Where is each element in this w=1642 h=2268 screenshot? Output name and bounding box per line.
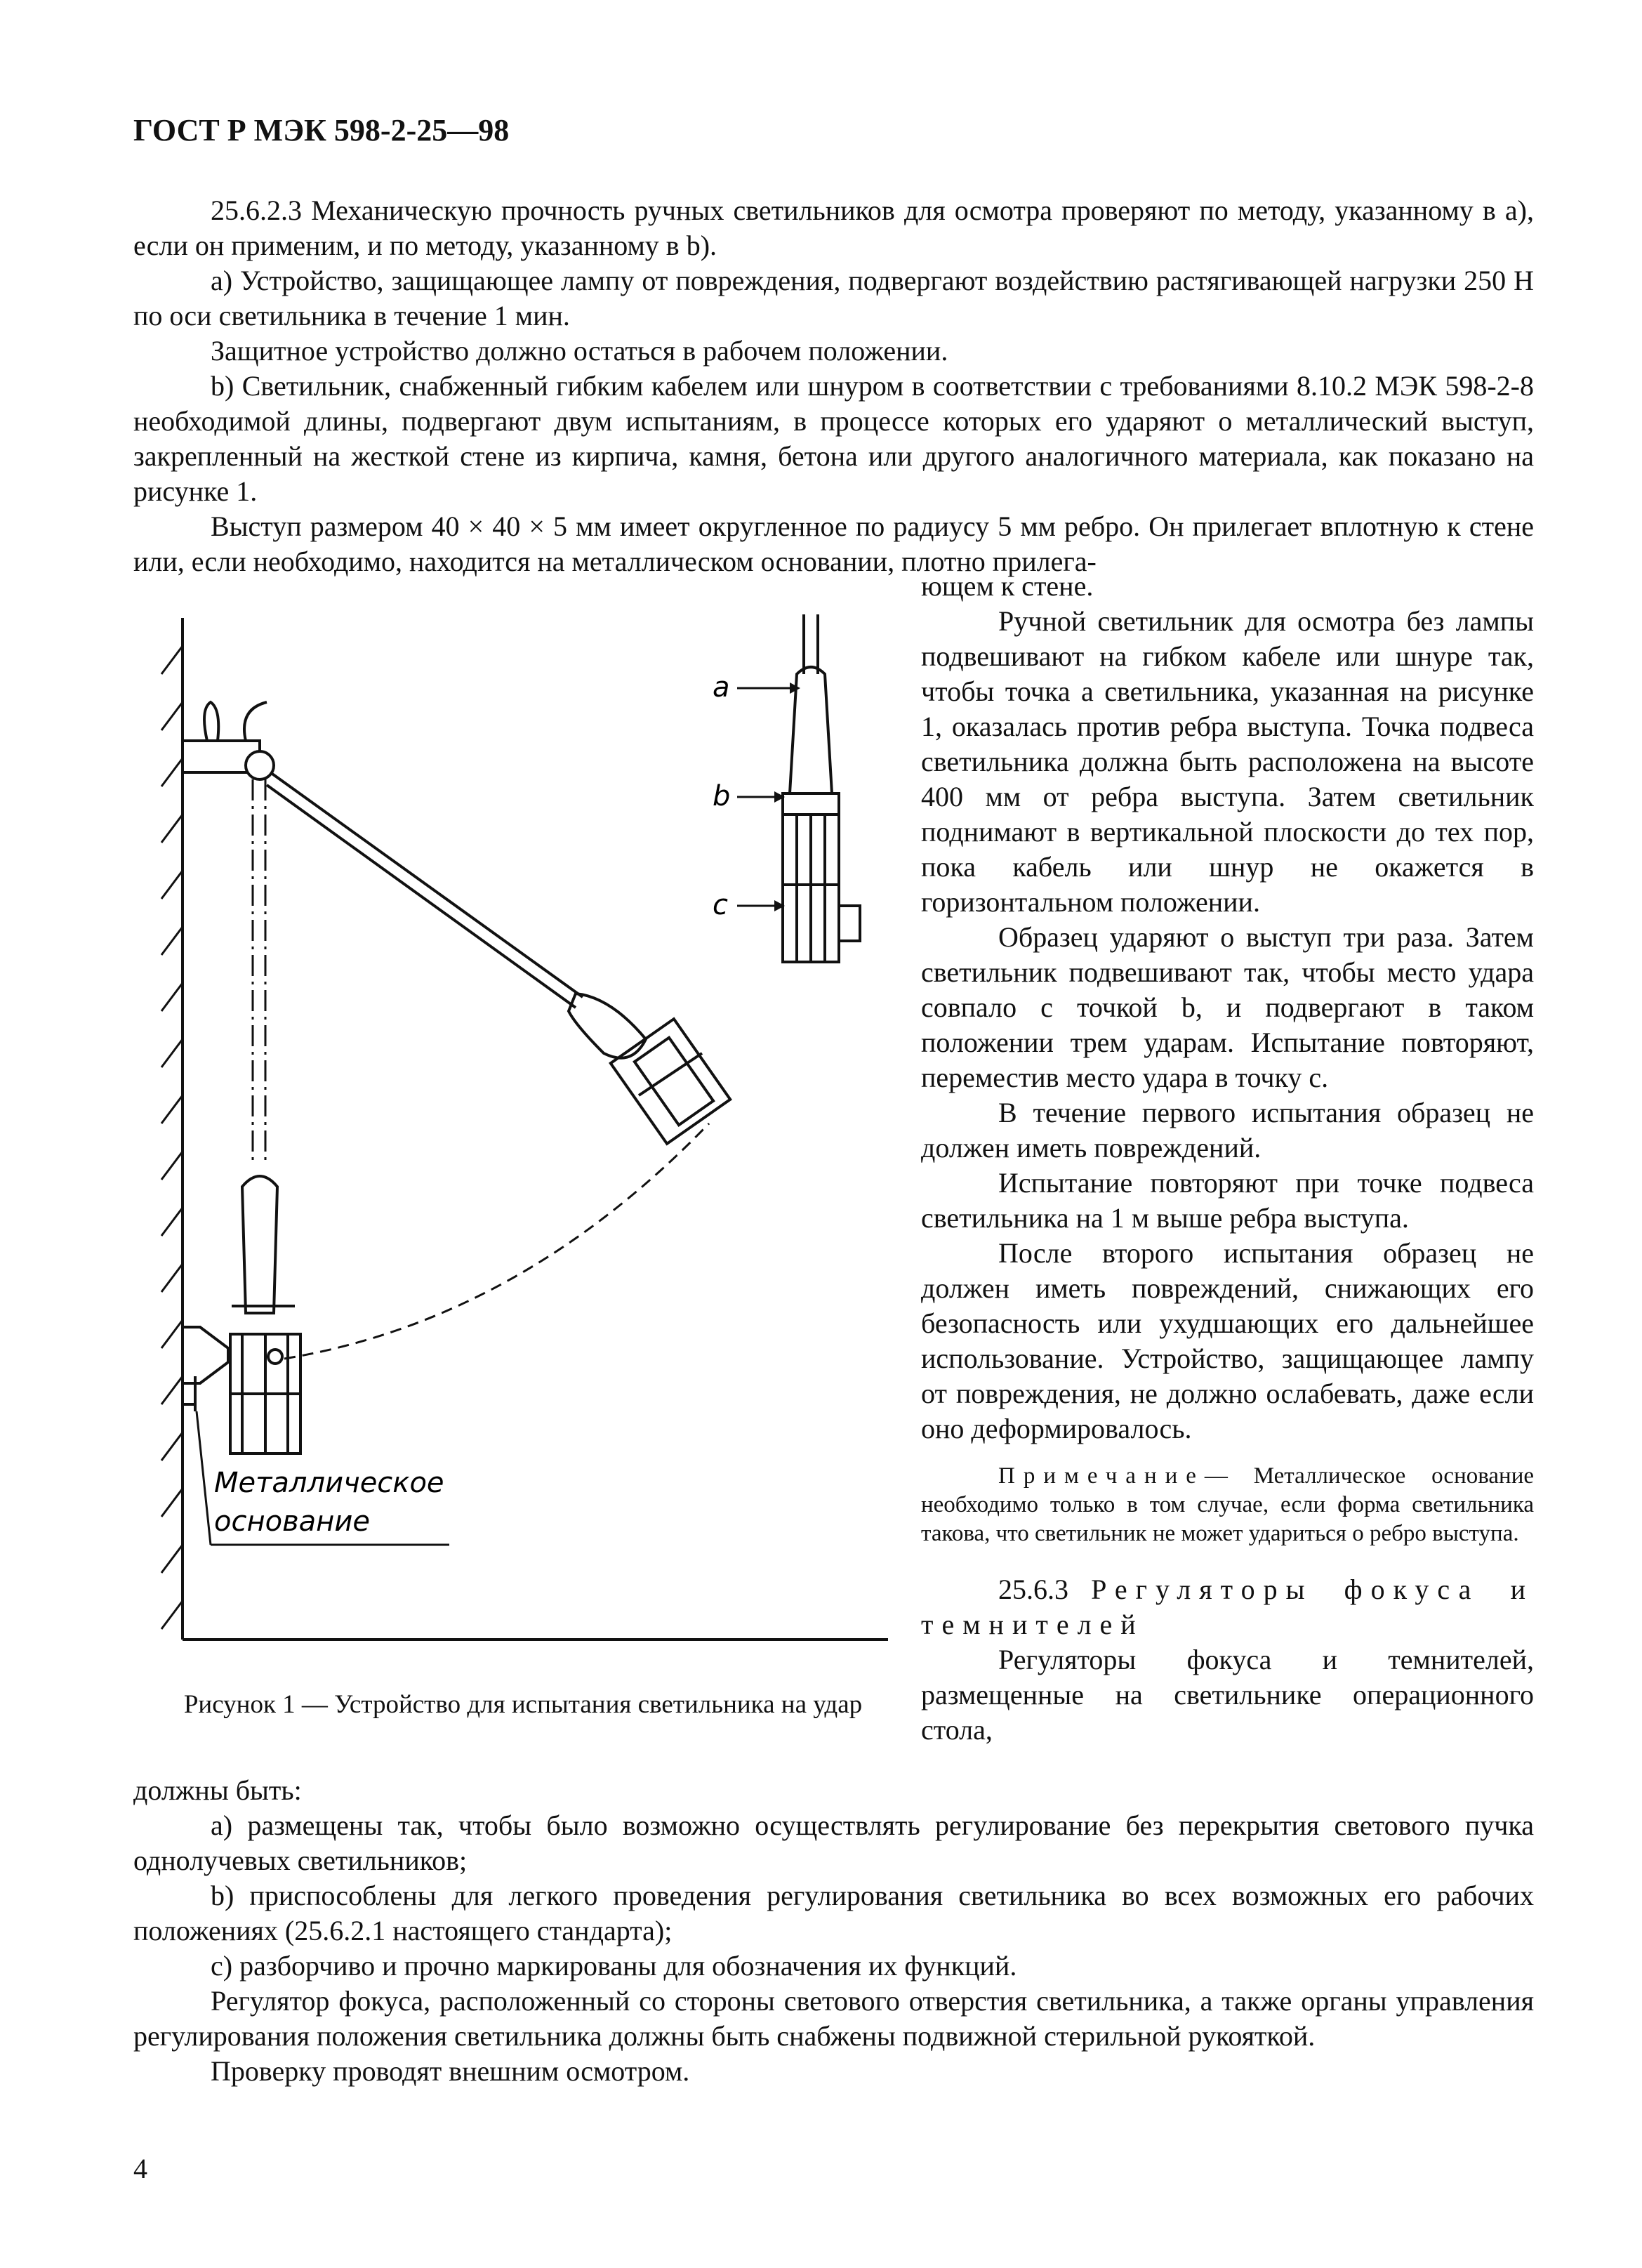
section-25-6-3-heading — [921, 1572, 1534, 1642]
paragraph-projection-size: Выступ размером 40 × 40 × 5 мм имеет округленное по радиусу 5 мм ребро. Он прилегает вплотную к стене или, если необходимо, находится на металлическом основании, плотно прилега- — [133, 510, 1534, 577]
paragraph-suspension: Ручной светильник для осмотра без лампы подвешивают на гибком кабеле или шнуре так, чтобы точка a светильника, указанная на рисунке 1, оказалась против ребра выступа. Точка подвеса светильника должна быть расположена на высоте 400 мм от ребра выступа. Затем светильник поднимают в вертикальной плоскости до тех пор, пока кабель или шнур не окажется в горизонтальном положении. — [921, 605, 1534, 918]
note-label: Примечание — [998, 1463, 1205, 1489]
right-column-text — [921, 569, 1534, 1748]
paragraph-verification: Проверку проводят внешним осмотром. — [211, 2055, 690, 2087]
hanging-cable — [253, 779, 265, 1166]
metal-projection — [183, 1327, 228, 1411]
paragraph-req-c: с) разборчиво и прочно маркированы для обозначения их функций. — [211, 1950, 1017, 1982]
swing-arc — [284, 1123, 709, 1359]
label-metal-line1: Металлическое — [214, 1467, 444, 1499]
paragraph-strike: Образец ударяют о выступ три раза. Затем светильник подвешивают так, чтобы место удара совпало с точкой b, и подвергают в таком положении трем ударам. Испытание повторяют, переместив место удара в точку c. — [921, 921, 1534, 1093]
top-text-block — [133, 193, 1534, 579]
section-25-6-3-intro: Регуляторы фокуса и темнителей, размещенные на светильнике операционного стола, — [921, 1644, 1534, 1746]
point-c-label: c — [713, 889, 728, 921]
note-text: — Металлическое основание необходимо только в том случае, если форма светильника такова, что светильник не может удариться о ребро выступа. — [921, 1463, 1534, 1546]
suspension-bracket — [183, 702, 274, 779]
paragraph-req-a: а) размещены так, чтобы было возможно осуществлять регулирование без перекрытия светового пучка однолучевых светильников; — [133, 1809, 1534, 1876]
paragraph-item-b: b) Светильник, снабженный гибким кабелем или шнуром в соответствии с требованиями 8.10.2 МЭК 598-2-8 необходимой длины, подвергают двум испытаниям, в процессе которых его ударяют о металлический выступ, закрепленный на жесткой стене из кирпича, камня, бетона или другого аналогичного материала, как показано на рисунке 1. — [133, 370, 1534, 507]
continuation-line: ющем к стене. — [921, 570, 1094, 602]
paragraph-second-test: После второго испытания образец не должен иметь повреждений, снижающих его безопасность или ухудшающих его дальнейшее использование. Устройство, защищающее лампу от повреждения, не должно ослабевать, даже если оно деформировалось. — [921, 1237, 1534, 1444]
section-number: 25.6.3 — [998, 1574, 1068, 1605]
paragraph-item-a: а) Устройство, защищающее лампу от повреждения, подвергают воздействию растягивающей нагрузки 250 Н по оси светильника в течение 1 мин. — [133, 265, 1534, 331]
paragraph-25-6-2-3: 25.6.2.3 Механическую прочность ручных светильников для осмотра проверяют по методу, указанному в а), если он применим, и по методу, указанному в b). — [133, 195, 1534, 261]
label-metal-line2: основание — [214, 1505, 370, 1538]
paragraph-must-be: должны быть: — [133, 1774, 302, 1806]
detail-lamp — [783, 614, 860, 962]
section-title: Регуляторы фокуса и темнителей — [921, 1574, 1535, 1640]
document-header: ГОСТ Р МЭК 598-2-25—98 — [133, 113, 510, 147]
paragraph-repeat-test: Испытание повторяют при точке подвеса светильника на 1 м выше ребра выступа. — [921, 1167, 1534, 1234]
point-a-label: a — [713, 671, 730, 704]
paragraph-first-test: В течение первого испытания образец не должен иметь повреждений. — [921, 1097, 1534, 1163]
figure-caption: Рисунок 1 — Устройство для испытания светильника на удар — [183, 1690, 863, 1719]
point-b-label: b — [713, 780, 731, 812]
note-paragraph — [921, 1462, 1534, 1548]
paragraph-req-b: b) приспособлены для легкого проведения регулирования светильника во всех возможных его рабочих положениях (25.6.2.1 настоящего стандарта); — [133, 1880, 1534, 1946]
wall-hatching — [161, 646, 183, 1629]
inclined-lamp — [267, 772, 730, 1144]
bottom-text-block — [133, 1773, 1534, 2089]
paragraph-focus-regulator: Регулятор фокуса, расположенный со стороны светового отверстия светильника, а также органы управления регулирования положения светильника должны быть снабжены подвижной стерильной рукояткой. — [133, 1985, 1534, 2052]
paragraph-protective-device: Защитное устройство должно остаться в рабочем положении. — [211, 335, 948, 367]
page-number: 4 — [133, 2153, 147, 2184]
figure-1-impact-test-apparatus — [154, 604, 899, 1678]
hanging-lamp — [230, 1176, 300, 1453]
